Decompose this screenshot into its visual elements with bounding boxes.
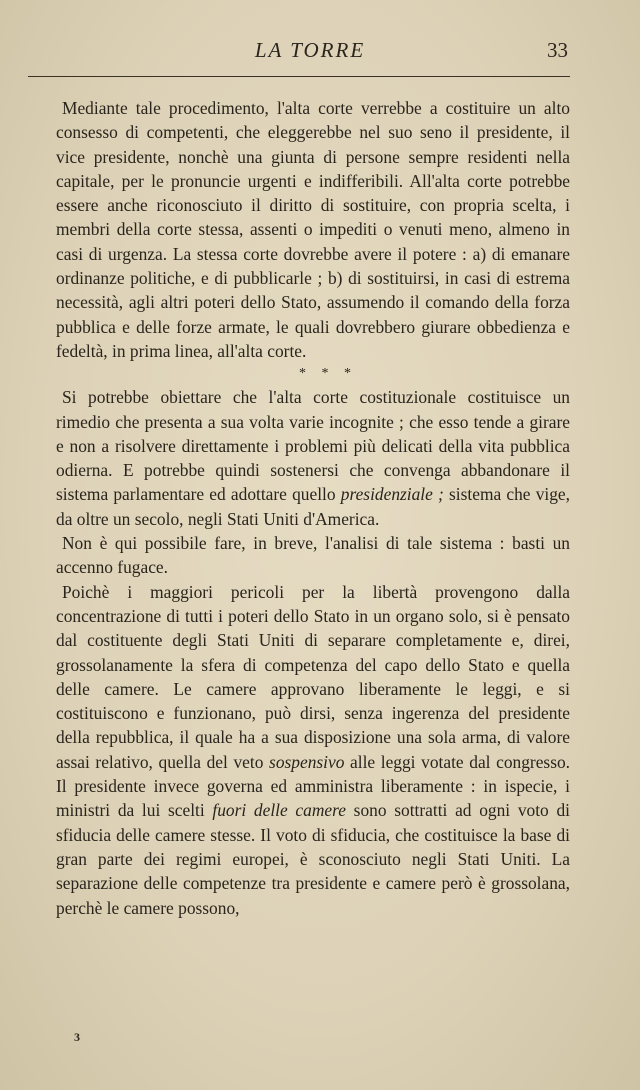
page-number: 33 bbox=[547, 38, 568, 62]
paragraph-4-text-c: sono sottratti ad ogni voto di sfiducia delle camere stesse. Il voto di sfiducia, che costituisce la base di gran parte dei regimi europei, è sconosciuto negli Stati Uniti. La separazione delle competenze tra presidente e camere però è grossolana, perchè le camere possono, bbox=[56, 800, 570, 918]
paragraph-4 bbox=[56, 580, 570, 920]
section-separator: * * * bbox=[299, 366, 357, 382]
paragraph-2-text-a: Si potrebbe obiettare che l'alta corte costituzionale costituisce un rimedio che presenta a sua volta varie incognite ; che esso tende a girare e non a risolvere direttamente i problemi più delicati della vita pubblica odierna. E potrebbe quindi sostenersi che convenga abbandonare il sistema parlamentare ed adottare quello bbox=[56, 387, 570, 505]
paragraph-4-text-b: alle leggi votate dal congresso. Il presidente invece governa ed amministra liberamente : in ispecie, i ministri da lui scelti bbox=[56, 751, 571, 821]
paragraph-4-emphasis-1: sospensivo bbox=[269, 751, 345, 772]
signature-mark: 3 bbox=[74, 1030, 80, 1044]
paragraph-3: Non è qui possibile fare, in breve, l'analisi di tale sistema : basti un accenno fugace. bbox=[56, 533, 570, 578]
paragraph-2-emphasis: presidenziale ; bbox=[340, 484, 444, 505]
page-header bbox=[50, 38, 570, 70]
running-title: LA TORRE bbox=[254, 38, 366, 62]
paragraph-1: Mediante tale procedimento, l'alta corte verrebbe a costituire un alto consesso di competenti, che eleggerebbe nel suo seno il presidente, il vice presidente, nonchè una giunta di persone sempre residenti nella capitale, per le pronuncie urgenti e indifferibili. All'alta corte potrebbe essere anche riconosciuto il diritto di sostituire, con propria scelta, i membri della corte stessa, assenti o impediti o venuti meno, almeno in casi di urgenza. La stessa corte dovrebbe avere il potere : a) di emanare ordinanze politiche, e di pubblicarle ; b) di sostituirsi, in casi di estrema necessità, agli altri poteri dello Stato, assumendo il comando della forza pubblica e delle forze armate, le quali dovrebbero giurare obbedienza e fedeltà, in prima linea, all'alta corte. bbox=[56, 98, 570, 361]
body-text bbox=[56, 96, 570, 920]
header-rule bbox=[28, 76, 570, 77]
paragraph-4-emphasis-2: fuori delle camere bbox=[212, 800, 346, 821]
paragraph-2-text-b: sistema che vige, da oltre un secolo, negli Stati Uniti d'America. bbox=[56, 484, 570, 529]
paragraph-4-text-a: Poichè i maggiori pericoli per la libertà provengono dalla concentrazione di tutti i poteri dello Stato in un organo solo, si è pensato dal costituente degli Stati Uniti di separare completamente e, direi, grossolanamente la sfera di competenza del capo dello Stato e quella delle camere. Le camere approvano liberamente le leggi, e si costituiscono e funzionano, può dirsi, senza ingerenza del presidente della repubblica, il quale ha a sua disposizione una sola arma, di valore assai relativo, quella del veto bbox=[56, 581, 570, 772]
paragraph-2 bbox=[56, 385, 570, 531]
